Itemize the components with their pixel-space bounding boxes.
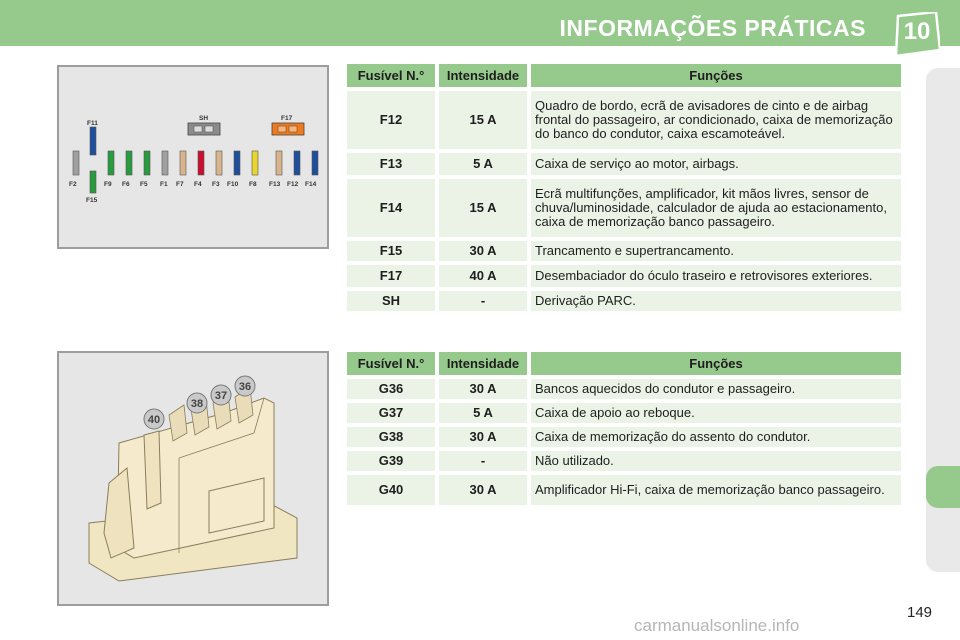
label-f4: F4 [194,181,202,188]
fuse-f2-icon [73,151,79,175]
fuse-amperage: 30 A [439,241,527,261]
watermark: carmanualsonline.info [634,616,800,635]
label-f14: F14 [305,181,317,188]
table-row [347,291,901,311]
fuse-amperage: - [439,291,527,311]
fuse-f10-icon [234,151,240,175]
table-row [347,179,901,237]
label-f9: F9 [104,181,112,188]
table-row [347,91,901,149]
fuse-number: G38 [347,427,435,447]
shunt-sh-icon [188,123,220,135]
fuse-number: G39 [347,451,435,471]
table-row [347,241,901,261]
fuse-number: F13 [347,153,435,175]
label-f12: F12 [287,181,299,188]
fuse-f15-icon [90,171,96,193]
fuse-f14-icon [312,151,318,175]
table-header-row [347,64,901,87]
fuse-function: Trancamento e supertrancamento. [531,241,901,261]
fuse-function: Desembaciador do óculo traseiro e retrovisores exteriores. [531,265,901,287]
table-row [347,379,901,399]
fuse-amperage: 40 A [439,265,527,287]
callout-36: 36 [238,381,252,393]
fuse-table-1 [343,60,905,315]
label-f15: F15 [86,197,98,204]
callout-40: 40 [147,414,161,426]
fuse-f6-icon [126,151,132,175]
fuse-amperage: - [439,451,527,471]
chapter-badge [894,12,940,56]
table-row [347,265,901,287]
col-header-amperage: Intensidade [439,64,527,87]
fuse-function: Caixa de apoio ao reboque. [531,403,901,423]
col-header-functions: Funções [531,64,901,87]
fuse-f5-icon [144,151,150,175]
label-f7: F7 [176,181,184,188]
label-f1: F1 [160,181,168,188]
fuse-number: G40 [347,475,435,505]
fuse-function: Amplificador Hi-Fi, caixa de memorização banco passageiro. [531,475,901,505]
label-f10: F10 [227,181,239,188]
label-f2: F2 [69,181,77,188]
fuse-amperage: 30 A [439,379,527,399]
fuse-box-diagram [57,65,329,249]
fuse-amperage: 5 A [439,153,527,175]
fuse-function: Bancos aquecidos do condutor e passageiro. [531,379,901,399]
fuse-function: Derivação PARC. [531,291,901,311]
label-f17: F17 [281,115,293,122]
callout-38: 38 [190,398,204,410]
label-f6: F6 [122,181,130,188]
fuse-f9-icon [108,151,114,175]
fuse-function: Quadro de bordo, ecrã de avisadores de cinto e de airbag frontal do passageiro, ar condicionado, caixa de memorização do banco do condutor, caixa escamoteável. [531,91,901,149]
col-header-fuse: Fusível N.° [347,352,435,375]
fuse-table-2 [343,348,905,509]
side-index-active-marker [926,466,960,508]
fuse-f17-icon [272,123,304,135]
fuse-amperage: 30 A [439,427,527,447]
fuse-f11-icon [90,127,96,155]
fuse-amperage: 15 A [439,179,527,237]
label-f8: F8 [249,181,257,188]
fuse-function: Caixa de serviço ao motor, airbags. [531,153,901,175]
table-row [347,427,901,447]
fuse-box-illustration [59,67,327,247]
relay-box-diagram [57,351,329,606]
relay-box-illustration [59,353,327,604]
fuse-f12-icon [294,151,300,175]
label-f13: F13 [269,181,281,188]
page-title: INFORMAÇÕES PRÁTICAS [559,15,866,41]
fuse-amperage: 15 A [439,91,527,149]
fuse-f7-icon [180,151,186,175]
fuse-function: Não utilizado. [531,451,901,471]
fuse-f4-icon [198,151,204,175]
table-row [347,403,901,423]
fuse-number: G36 [347,379,435,399]
fuse-number: G37 [347,403,435,423]
table-row [347,153,901,175]
label-f5: F5 [140,181,148,188]
fuse-f3-icon [216,151,222,175]
fuse-f13-icon [276,151,282,175]
callout-37: 37 [214,390,228,402]
page-number: 149 [907,604,933,621]
fuse-function: Caixa de memorização do assento do condutor. [531,427,901,447]
fuse-number: F17 [347,265,435,287]
fuse-number: F14 [347,179,435,237]
fuse-amperage: 5 A [439,403,527,423]
chapter-number: 10 [903,18,931,45]
label-f11: F11 [87,120,98,127]
label-sh: SH [199,115,209,122]
label-f3: F3 [212,181,220,188]
col-header-amperage: Intensidade [439,352,527,375]
fuse-amperage: 30 A [439,475,527,505]
col-header-functions: Funções [531,352,901,375]
fuse-function: Ecrã multifunções, amplificador, kit mãos livres, sensor de chuva/luminosidade, calculador de ajuda ao estacionamento, caixa de memorização banco passageiro. [531,179,901,237]
fuse-number: F12 [347,91,435,149]
col-header-fuse: Fusível N.° [347,64,435,87]
table-row [347,451,901,471]
fuse-f8-icon [252,151,258,175]
table-row [347,475,901,505]
fuse-f1-icon [162,151,168,175]
fuse-number: SH [347,291,435,311]
table-header-row [347,352,901,375]
fuse-number: F15 [347,241,435,261]
